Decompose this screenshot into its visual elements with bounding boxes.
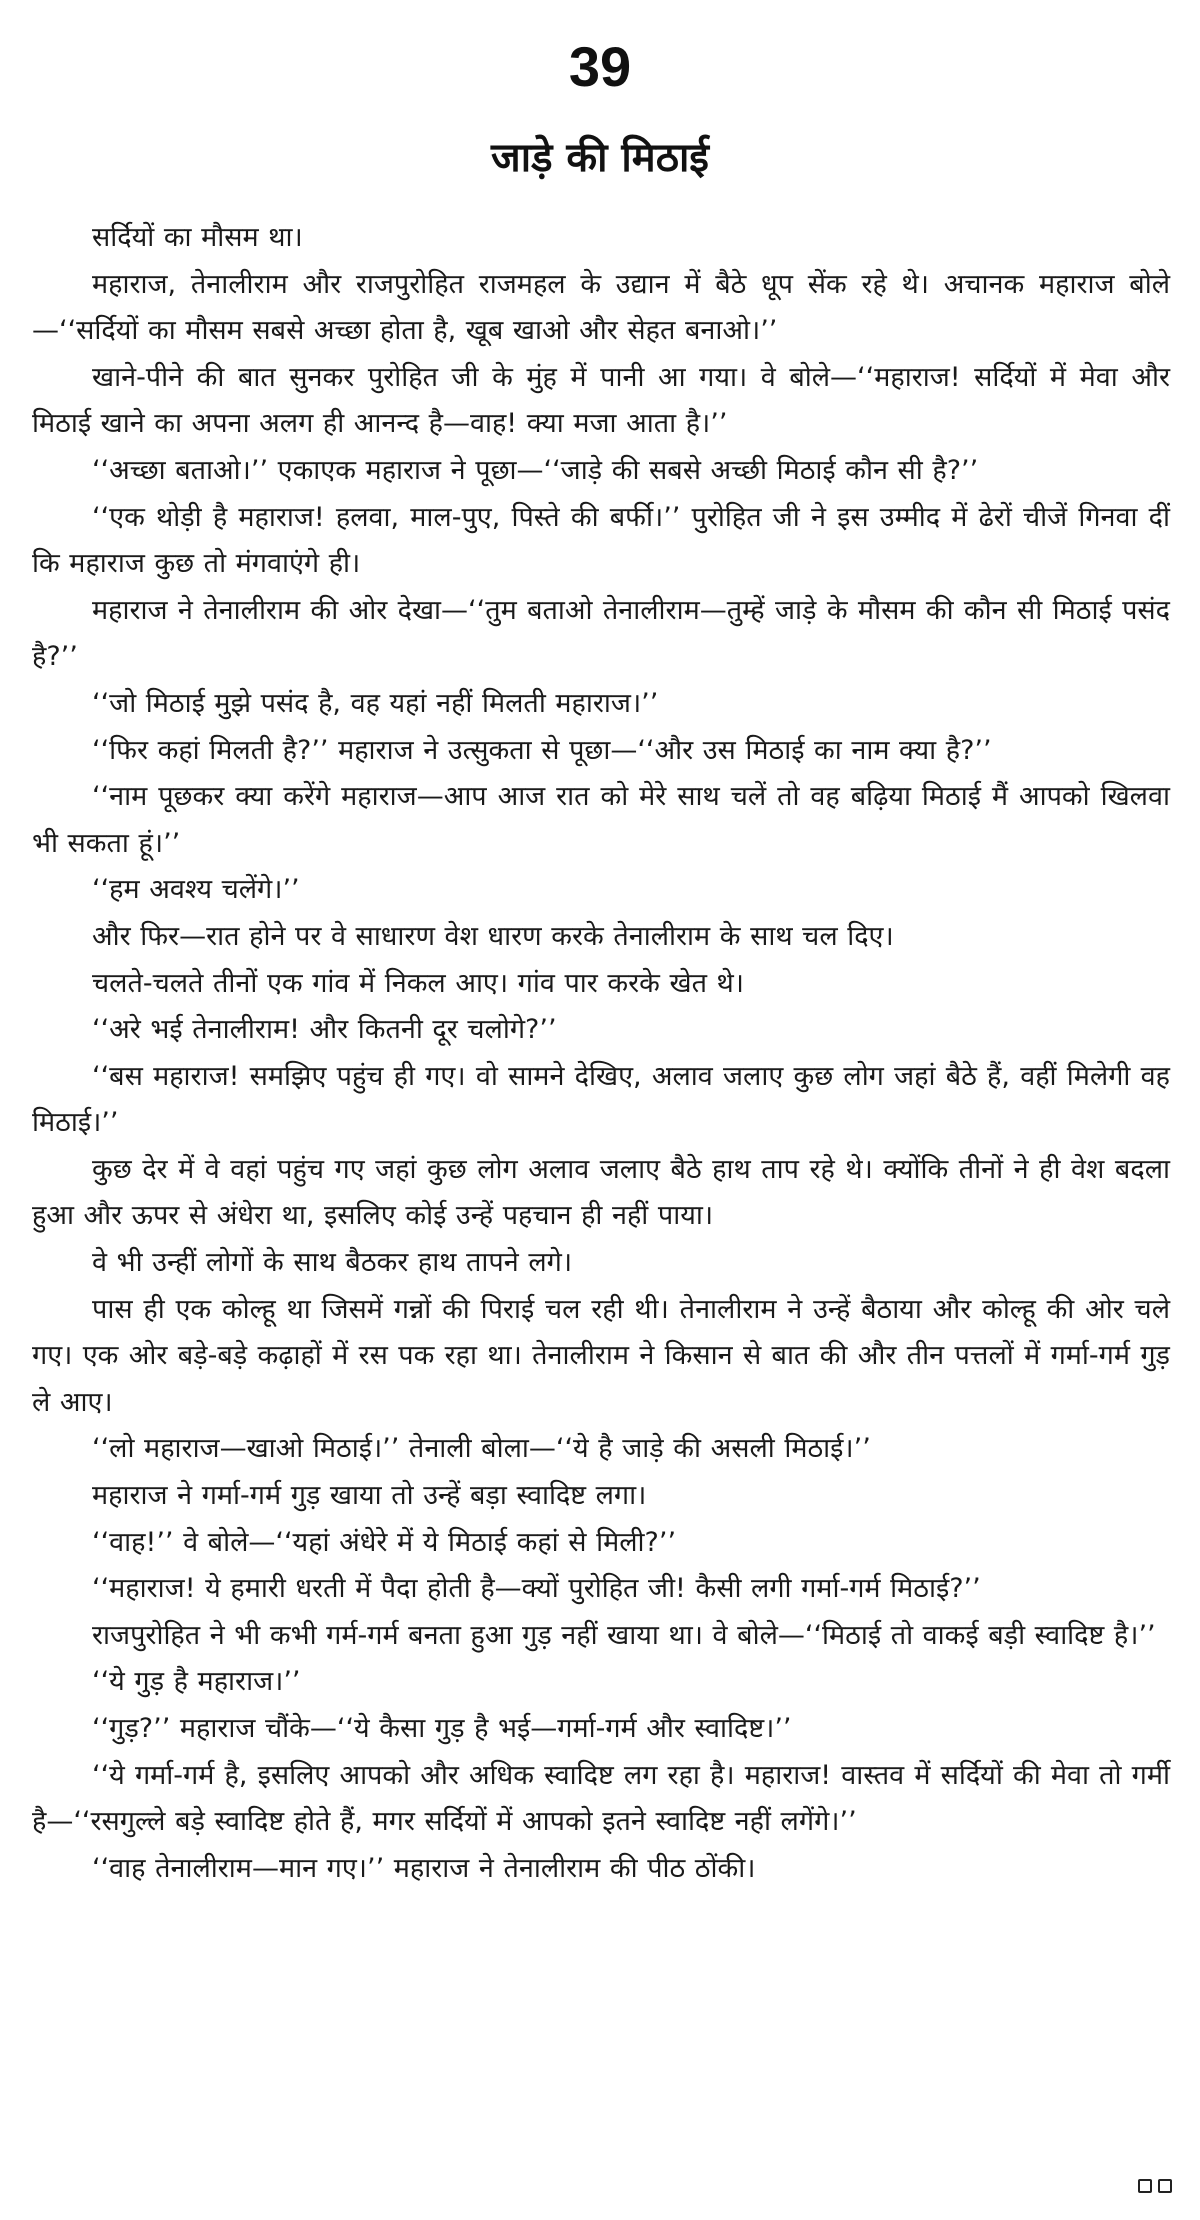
paragraph: ‘‘नाम पूछकर क्या करेंगे महाराज—आप आज रात को मेरे साथ चलें तो वह बढ़िया मिठाई मैं आपको खिलवा भी सकता हूं।’’ xyxy=(32,781,1170,859)
chapter-number: 39 xyxy=(568,35,632,98)
story-body xyxy=(32,215,1170,1892)
paragraph: पास ही एक कोल्हू था जिसमें गन्नों की पिराई चल रही थी। तेनालीराम ने उन्हें बैठाया और कोल्हू की ओर चले गए। एक ओर बड़े-बड़े कढ़ाहों में रस पक रहा था। तेनालीराम ने किसान से बात की और तीन पत्तलों में गर्मा-गर्म गुड़ ले आए। xyxy=(32,1293,1170,1418)
paragraph: ‘‘हम अवश्य चलेंगे।’’ xyxy=(92,874,300,906)
paragraph: ‘‘ये गर्मा-गर्म है, इसलिए आपको और अधिक स्वादिष्ट लग रहा है। महाराज! वास्तव में सर्दियों की मेवा तो गर्मी है—‘‘रसगुल्ले बड़े स्वादिष्ट होते हैं, मगर सर्दियों में आपको इतने स्वादिष्ट नहीं लगेंगे।’’ xyxy=(32,1759,1170,1838)
paragraph: ‘‘वाह!’’ वे बोले—‘‘यहां अंधेरे में ये मिठाई कहां से मिली?’’ xyxy=(92,1526,677,1558)
paragraph: और फिर—रात होने पर वे साधारण वेश धारण करके तेनालीराम के साथ चल दिए। xyxy=(92,920,894,952)
paragraph: ‘‘लो महाराज—खाओ मिठाई।’’ तेनाली बोला—‘‘ये है जाड़े की असली मिठाई।’’ xyxy=(92,1433,871,1465)
paragraph: महाराज, तेनालीराम और राजपुरोहित राजमहल के उद्यान में बैठे धूप सेंक रहे थे। अचानक महाराज बोले—‘‘सर्दियों का मौसम सबसे अच्छा होता है, खूब खाओ और सेहत बनाओ।’’ xyxy=(32,268,1170,347)
paragraph: ‘‘एक थोड़ी है महाराज! हलवा, माल-पुए, पिस्ते की बर्फी।’’ पुरोहित जी ने इस उम्मीद में ढेरों चीजें गिनवा दीं कि महाराज कुछ तो मंगवाएंगे ही। xyxy=(32,501,1170,580)
chapter-title: जाड़े की मिठाई xyxy=(491,135,709,181)
paragraph: ‘‘फिर कहां मिलती है?’’ महाराज ने उत्सुकता से पूछा—‘‘और उस मिठाई का नाम क्या है?’’ xyxy=(92,734,992,766)
paragraph: महाराज ने गर्मा-गर्म गुड़ खाया तो उन्हें बड़ा स्वादिष्ट लगा। xyxy=(92,1480,647,1512)
paragraph: ‘‘अरे भई तेनालीराम! और कितनी दूर चलोगे?’’ xyxy=(92,1014,557,1046)
paragraph: वे भी उन्हीं लोगों के साथ बैठकर हाथ तापने लगे। xyxy=(92,1247,573,1279)
paragraph: ‘‘अच्छा बताओ।’’ एकाएक महाराज ने पूछा—‘‘जाड़े की सबसे अच्छी मिठाई कौन सी है?’’ xyxy=(92,454,979,486)
paragraph: ‘‘ये गुड़ है महाराज।’’ xyxy=(92,1666,301,1698)
paragraph: ‘‘गुड़?’’ महाराज चौंके—‘‘ये कैसा गुड़ है भई—गर्मा-गर्म और स्वादिष्ट।’’ xyxy=(92,1713,792,1744)
paragraph: चलते-चलते तीनों एक गांव में निकल आए। गांव पार करके खेत थे। xyxy=(92,967,745,999)
paragraph: ‘‘जो मिठाई मुझे पसंद है, वह यहां नहीं मिलती महाराज।’’ xyxy=(92,687,659,719)
chapter-end-mark xyxy=(1138,2179,1172,2193)
paragraph: राजपुरोहित ने भी कभी गर्म-गर्म बनता हुआ गुड़ नहीं खाया था। वे बोले—‘‘मिठाई तो वाकई बड़ी स्वादिष्ट है।’’ xyxy=(92,1619,1156,1651)
paragraph: ‘‘वाह तेनालीराम—मान गए।’’ महाराज ने तेनालीराम की पीठ ठोंकी। xyxy=(92,1852,756,1884)
end-square-icon xyxy=(1138,2179,1152,2193)
paragraph: ‘‘महाराज! ये हमारी धरती में पैदा होती है—क्यों पुरोहित जी! कैसी लगी गर्मा-गर्म मिठाई?’’ xyxy=(92,1573,981,1605)
paragraph: ‘‘बस महाराज! समझिए पहुंच ही गए। वो सामने देखिए, अलाव जलाए कुछ लोग जहां बैठे हैं, वहीं मिलेगी वह मिठाई।’’ xyxy=(32,1060,1170,1139)
paragraph: कुछ देर में वे वहां पहुंच गए जहां कुछ लोग अलाव जलाए बैठे हाथ ताप रहे थे। क्योंकि तीनों ने ही वेश बदला हुआ और ऊपर से अंधेरा था, इसलिए कोई उन्हें पहचान ही नहीं पाया। xyxy=(32,1153,1170,1232)
paragraph: सर्दियों का मौसम था। xyxy=(92,222,303,253)
paragraph: खाने-पीने की बात सुनकर पुरोहित जी के मुंह में पानी आ गया। वे बोले—‘‘महाराज! सर्दियों में मेवा और मिठाई खाने का अपना अलग ही आनन्द है—वाह! क्या मजा आता है।’’ xyxy=(32,361,1170,440)
paragraph: महाराज ने तेनालीराम की ओर देखा—‘‘तुम बताओ तेनालीराम—तुम्हें जाड़े के मौसम की कौन सी मिठाई पसंद है?’’ xyxy=(32,594,1170,673)
end-square-icon xyxy=(1158,2179,1172,2193)
